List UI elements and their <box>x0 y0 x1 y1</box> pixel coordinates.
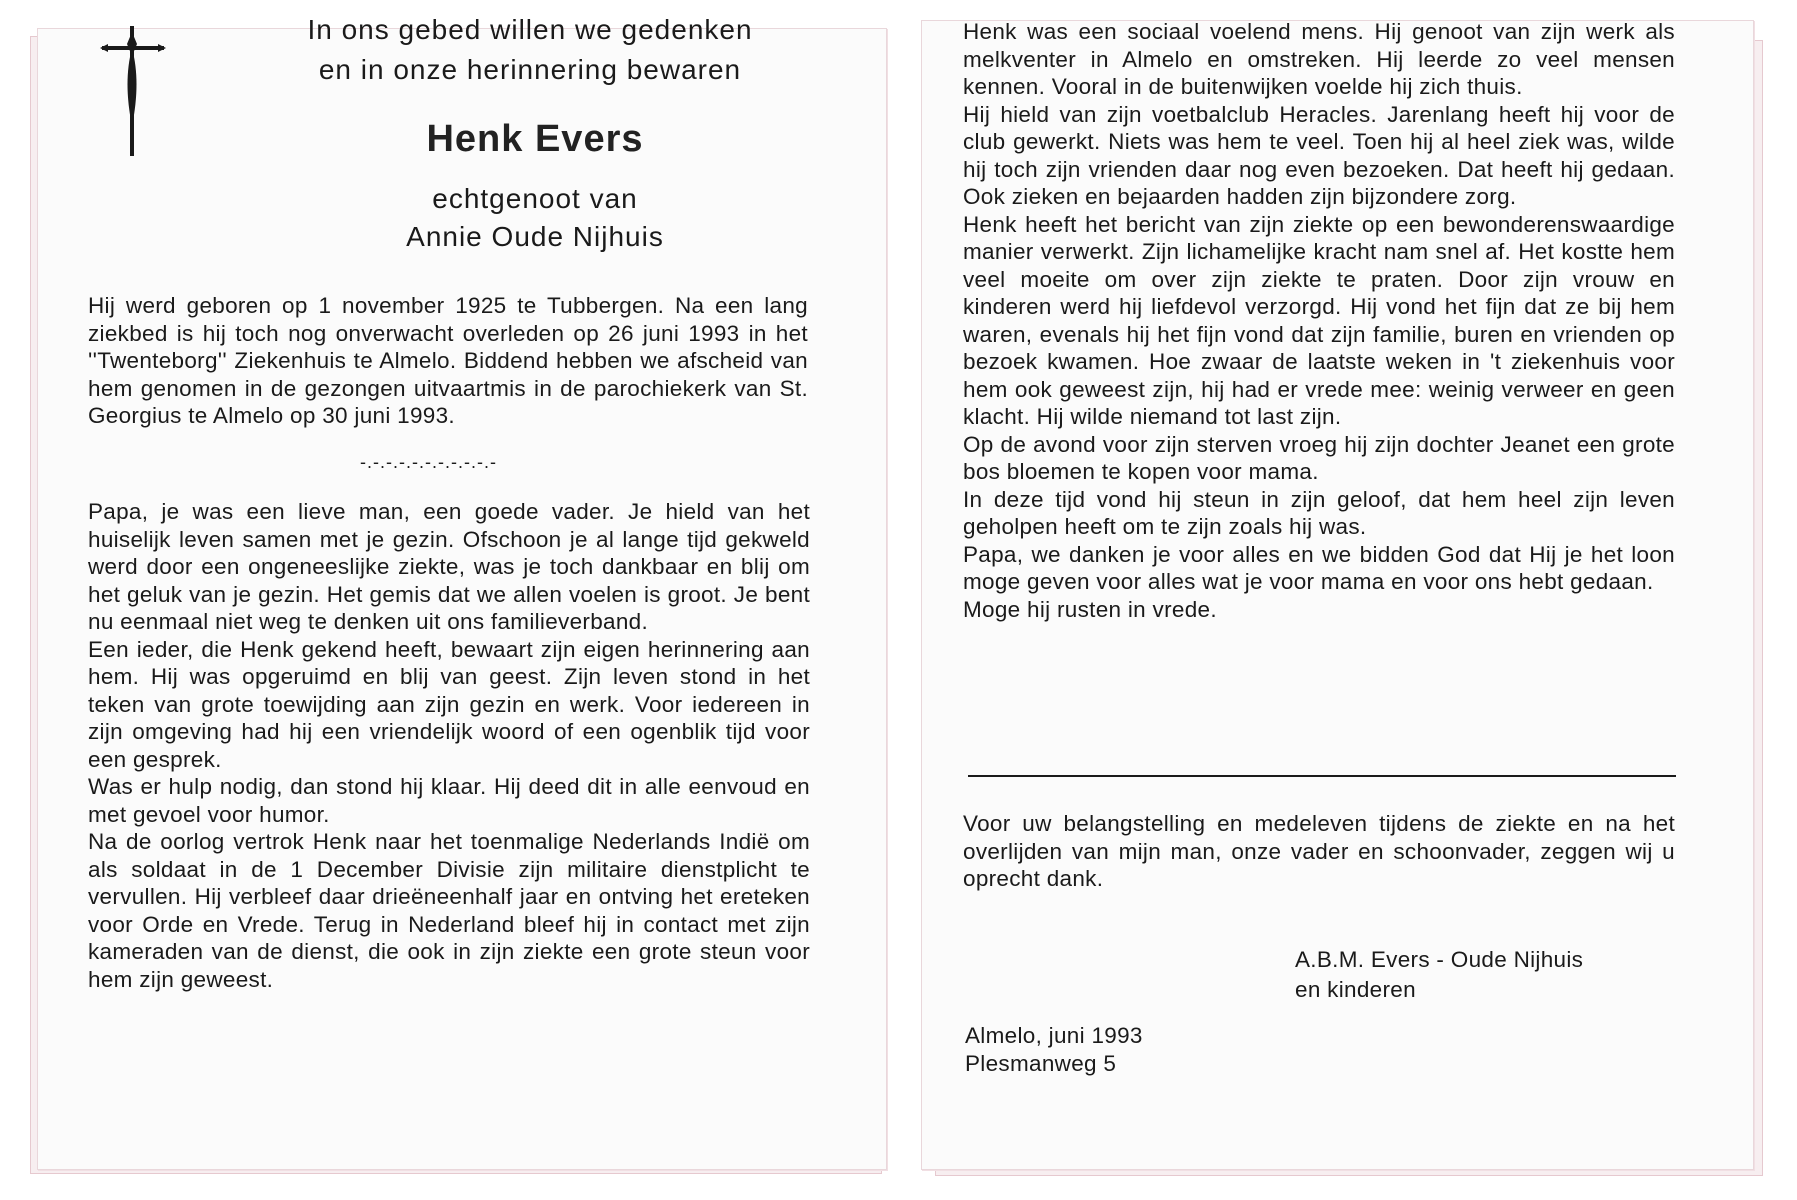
memorial-paragraph: Was er hulp nodig, dan stond hij klaar. Hij deed dit in alle eenvoud en met gevoel voor humor. <box>88 774 810 827</box>
memorial-text <box>88 498 810 993</box>
place-date <box>965 1022 1143 1078</box>
right-paragraph: Hij hield van zijn voetbalclub Heracles. Jarenlang heeft hij voor de club gewerkt. Niets was hem te veel. Toen hij al heel ziek was, wilde hij toch zijn vrienden daar nog even bezoeken. Dat heeft hij gedaan. Ook zieken en bejaarden hadden zijn bijzondere zorg. <box>963 101 1675 209</box>
signature-line-1: A.B.M. Evers - Oude Nijhuis <box>1295 947 1584 972</box>
cross-icon <box>98 26 168 156</box>
right-paragraph: In deze tijd vond hij steun in zijn geloof, dat hem heel zijn leven geholpen heeft om te zijn zoals hij was. <box>963 486 1675 539</box>
place-line-2: Plesmanweg 5 <box>965 1051 1117 1076</box>
right-paragraph: Henk heeft het bericht van zijn ziekte op een bewonderenswaardige manier verwerkt. Zijn lichamelijke kracht nam snel af. Het kostte hem veel moeite om over zijn ziekte te praten. Door zijn vrouw en kinderen werd hij liefdevol verzorgd. Hij vond het fijn dat ze bij hem waren, evenals hij het fijn vond dat zijn familie, buren en vrienden op bezoek kwamen. Hoe zwaar de laatste weken in 't ziekenhuis voor hem ook geweest zijn, hij had er vrede mee: weinig verweer en geen klacht. Hij wilde niemand tot last zijn. <box>963 211 1675 429</box>
memorial-paragraph: Na de oorlog vertrok Henk naar het toenmalige Nederlands Indië om als soldaat in de 1 December Divisie zijn militaire dienstplicht te vervullen. Hij verbleef daar drieëneenhalf jaar en ontving het ereteken voor Orde en Vrede. Terug in Nederland bleef hij in contact met zijn kameraden van de dienst, die ook in zijn ziekte een grote steun voor hem zijn geweest. <box>88 829 810 992</box>
right-body-text <box>963 18 1675 623</box>
thanks-paragraph <box>963 810 1675 893</box>
header-line-1: In ons gebed willen we gedenken <box>307 14 753 45</box>
separator: -.-.-.-.-.-.-.-.-.-.- <box>360 452 497 472</box>
spouse-info <box>300 180 770 256</box>
right-paragraph: Op de avond voor zijn sterven vroeg hij zijn dochter Jeanet een grote bos bloemen te kopen voor mama. <box>963 431 1675 484</box>
thanks-text: Voor uw belangstelling en medeleven tijdens de ziekte en na het overlijden van mijn man, onze vader en schoonvader, zeggen wij u oprecht dank. <box>963 811 1675 891</box>
signature-line-2: en kinderen <box>1295 977 1416 1002</box>
spouse-line-2: Annie Oude Nijhuis <box>406 221 664 252</box>
deceased-name: Henk Evers <box>426 118 644 160</box>
header-line-2: en in onze herinnering bewaren <box>318 54 742 85</box>
intro-text: Hij werd geboren op 1 november 1925 te Tubbergen. Na een lang ziekbed is hij toch nog onverwacht overleden op 26 juni 1993 in het ''Twenteborg'' Ziekenhuis te Almelo. Biddend hebben we afscheid van hem genomen in de gezongen uitvaartmis in de parochiekerk van St. Georgius te Almelo op 30 juni 1993. <box>88 293 808 428</box>
right-paragraph: Papa, we danken je voor alles en we bidden God dat Hij je het loon moge geven voor alles wat je voor mama en voor ons hebt gedaan. <box>963 541 1675 594</box>
memorial-paragraph: Papa, je was een lieve man, een goede vader. Je hield van het huiselijk leven samen met je gezin. Ofschoon je al lange tijd gekweld werd door een ongeneeslijke ziekte, was je toch dankbaar en blij om het geluk van je gezin. Het gemis dat we allen voelen is groot. Je bent nu eenmaal niet weg te denken uit ons familieverband. <box>88 499 810 634</box>
spouse-line-1: echtgenoot van <box>432 183 638 214</box>
right-paragraph: Moge hij rusten in vrede. <box>963 596 1217 622</box>
right-paragraph: Henk was een sociaal voelend mens. Hij genoot van zijn werk als melkventer in Almelo en omstreken. Hij leerde zo veel mensen kennen. Vooral in de buitenwijken voelde hij zich thuis. <box>963 19 1675 99</box>
place-line-1: Almelo, juni 1993 <box>965 1023 1143 1048</box>
divider-line <box>968 775 1676 777</box>
intro-paragraph <box>88 292 808 430</box>
signature <box>1295 945 1583 1005</box>
memorial-paragraph: Een ieder, die Henk gekend heeft, bewaart zijn eigen herinnering aan hem. Hij was opgeruimd en blij van geest. Zijn leven stond in het teken van grote toewijding aan zijn gezin en werk. Voor iedereen in zijn omgeving had hij een vriendelijk woord of een ogenblik tijd voor een gesprek. <box>88 636 810 772</box>
memorial-header <box>180 10 880 90</box>
